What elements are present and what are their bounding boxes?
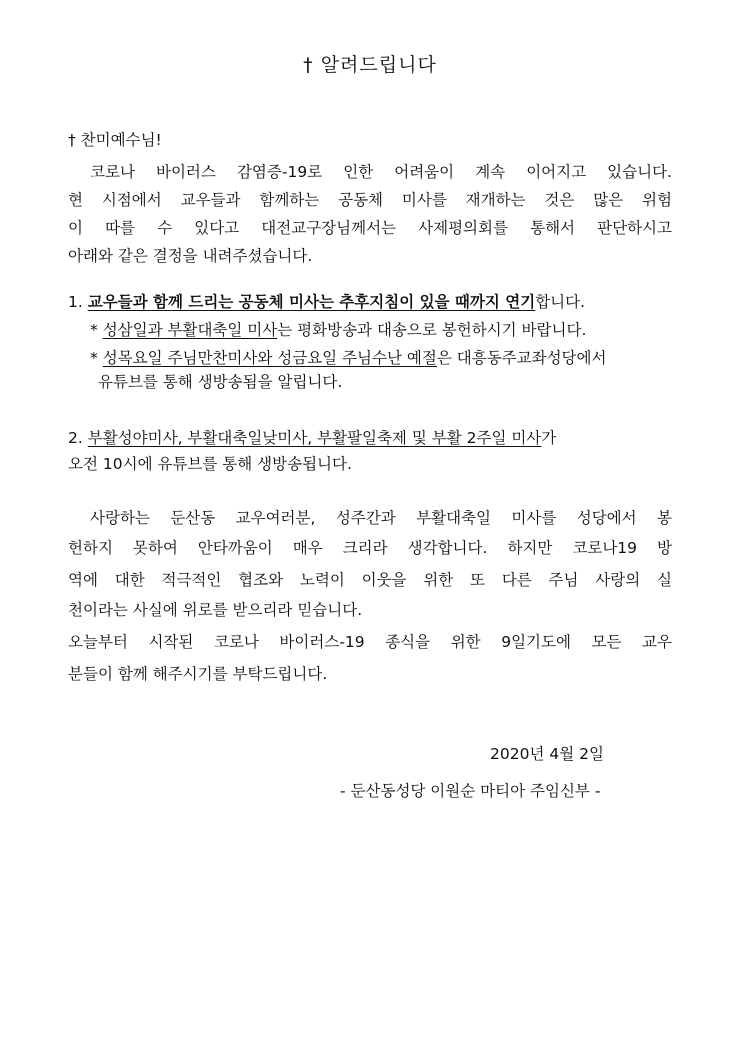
- closing-line-5: 오늘부터 시작된 코로나 바이러스-19 종식을 위한 9일기도에 모든 교우: [68, 633, 672, 651]
- item-1-rest: 합니다.: [535, 293, 586, 311]
- closing-line-4: 천이라는 사실에 위로를 받으리라 믿습니다.: [68, 601, 363, 619]
- sub-item-1: [90, 320, 586, 340]
- item-2-line-2: 오전 10시에 유튜브를 통해 생방송됩니다.: [68, 455, 352, 473]
- sub-item-1-bullet: *: [90, 321, 98, 339]
- sub-item-2-rest: 은 대흥동주교좌성당에서: [436, 349, 607, 367]
- item-1-emphasis: 교우들과 함께 드리는 공동체 미사는 추후지침이 있을 때까지 연기: [87, 293, 536, 311]
- item-2-rest: 가: [541, 429, 557, 447]
- closing-line-6: 분들이 함께 해주시기를 부탁드립니다.: [68, 665, 328, 683]
- intro-line-2: 현 시점에서 교우들과 함께하는 공동체 미사를 재개하는 것은 많은 위험: [68, 191, 672, 209]
- intro-line-3: 이 따를 수 있다고 대전교구장님께서는 사제평의회를 통해서 판단하시고: [68, 219, 672, 237]
- item-1: [68, 292, 585, 312]
- sub-item-1-emphasis: 성삼일과 부활대축일 미사: [102, 321, 278, 339]
- item-1-number: 1.: [68, 293, 83, 311]
- notice-title: † 알려드립니다: [303, 54, 437, 76]
- item-2: [68, 428, 556, 448]
- sub-item-2-emphasis: 성목요일 주님만찬미사와 성금요일 주님수난 예절: [102, 349, 437, 367]
- closing-line-1: 사랑하는 둔산동 교우여러분, 성주간과 부활대축일 미사를 성당에서 봉: [90, 509, 672, 527]
- greeting: † 찬미예수님!: [68, 131, 162, 149]
- closing-line-2: 헌하지 못하여 안타까움이 매우 크리라 생각합니다. 하지만 코로나19 방: [68, 539, 672, 557]
- intro-line-4: 아래와 같은 결정을 내려주셨습니다.: [68, 247, 313, 265]
- item-2-number: 2.: [68, 429, 83, 447]
- closing-line-3: 역에 대한 적극적인 협조와 노력이 이웃을 위한 또 다른 주님 사랑의 실: [68, 571, 672, 589]
- intro-line-1: 코로나 바이러스 감염증-19로 인한 어려움이 계속 이어지고 있습니다.: [90, 163, 672, 181]
- sub-item-1-rest: 는 평화방송과 대송으로 봉헌하시기 바랍니다.: [277, 321, 587, 339]
- sub-item-2-line-2: 유튜브를 통해 생방송됨을 알립니다.: [98, 373, 343, 391]
- notice-signature: - 둔산동성당 이원순 마티아 주임신부 -: [340, 782, 601, 800]
- sub-item-2: [90, 348, 606, 368]
- sub-item-2-bullet: *: [90, 349, 98, 367]
- notice-date: 2020년 4월 2일: [490, 745, 604, 763]
- item-2-emphasis: 부활성야미사, 부활대축일낮미사, 부활팔일축제 및 부활 2주일 미사: [87, 429, 542, 447]
